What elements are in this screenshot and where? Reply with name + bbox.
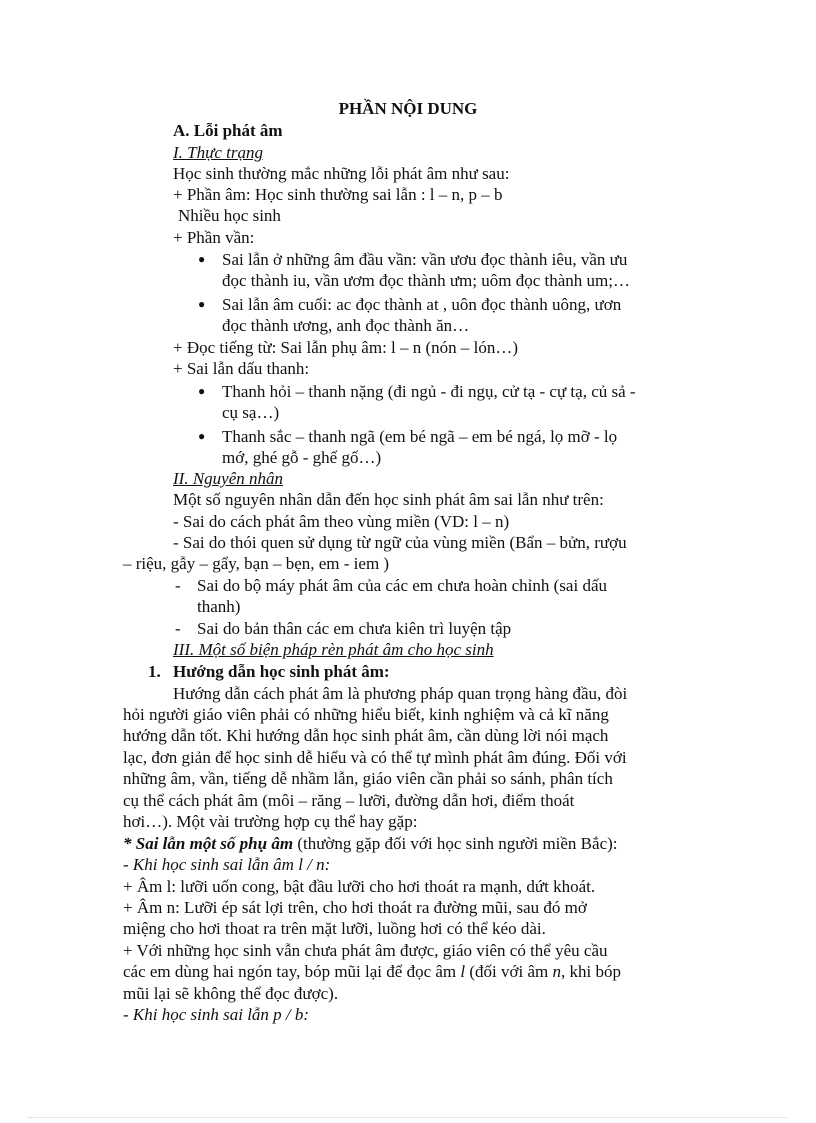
bullet-line: mớ, ghé gỗ - ghế gố…): [222, 448, 382, 467]
inline-italic: n: [552, 962, 561, 981]
paragraph-line: - Sai do thói quen sử dụng từ ngữ của vùng miền (Bẩn – bửn, rượu: [173, 533, 627, 552]
inline-italic: l: [460, 962, 466, 981]
bullet-icon: ●: [198, 252, 206, 266]
body-line: cụ thể cách phát âm (môi – răng – lưỡi, đường dẫn hơi, điểm thoát: [123, 791, 575, 810]
body-line: + Âm n: Lưỡi ép sát lợi trên, cho hơi thoát ra đường mũi, sau đó mở: [123, 898, 587, 917]
dash-line: thanh): [197, 597, 241, 616]
bullet-icon: ●: [198, 384, 206, 398]
inline-text: (thường gặp đối với học sinh người miền Bắc):: [293, 834, 618, 853]
dash-marker: -: [175, 619, 181, 638]
page-bottom-divider: [28, 1117, 788, 1118]
inline-text: (đối với âm: [465, 962, 553, 981]
body-line: hướng dẫn tốt. Khi hướng dẫn học sinh phát âm, cần dùng lời nói mạch: [123, 726, 609, 745]
body-line: [123, 833, 618, 854]
body-line: + Với những học sinh vẫn chưa phát âm được, giáo viên có thể yêu cầu: [123, 941, 608, 960]
dash-line: Sai do bản thân các em chưa kiên trì luyện tập: [197, 619, 512, 638]
bullet-line: Thanh hỏi – thanh nặng (đi ngủ - đi ngụ, cử tạ - cự tạ, củ sả -: [222, 382, 636, 401]
paragraph-line: + Phần âm: Học sinh thường sai lẫn : l – n, p – b: [173, 185, 503, 204]
body-line: hỏi người giáo viên phải có những hiểu biết, kinh nghiệm và cả kĩ năng: [123, 705, 609, 724]
bullet-line: đọc thành iu, vần ươm đọc thành ưm; uôm đọc thành um;…: [222, 271, 630, 290]
body-line: miệng cho hơi thoat ra trên mặt lưỡi, luồng hơi có thể kéo dài.: [123, 919, 546, 938]
case-heading: - Khi học sinh sai lẫn âm l / n:: [123, 855, 331, 874]
body-line: những âm, vần, tiếng dễ nhầm lẫn, giáo viên cần phải so sánh, phân tích: [123, 769, 613, 788]
bullet-line: cụ sạ…): [222, 403, 280, 422]
case-heading: - Khi học sinh sai lẫn p / b:: [123, 1005, 310, 1024]
page-title: PHẦN NỘI DUNG: [338, 99, 478, 118]
paragraph-line: + Đọc tiếng từ: Sai lẫn phụ âm: l – n (nón – lón…): [173, 338, 519, 357]
bullet-line: Sai lẫn ở những âm đầu vần: vần ươu đọc thành iêu, vần ưu: [222, 250, 628, 269]
paragraph-line: + Phần vần:: [173, 228, 255, 247]
body-line: hơi…). Một vài trường hợp cụ thể hay gặp:: [123, 812, 418, 831]
bullet-line: Sai lẫn âm cuối: ac đọc thành at , uôn đọc thành uông, ươn: [222, 295, 622, 314]
subheading-bien-phap: III. Một số biện pháp rèn phát âm cho học sinh: [173, 640, 494, 659]
body-line: Hướng dẫn cách phát âm là phương pháp quan trọng hàng đầu, đòi: [173, 684, 628, 703]
inline-text: , khi bóp: [561, 962, 621, 981]
paragraph-line: + Sai lẫn dấu thanh:: [173, 359, 310, 378]
bullet-line: Thanh sắc – thanh ngã (em bé ngã – em bé ngá, lọ mỡ - lọ: [222, 427, 618, 446]
subheading-thuc-trang: I. Thực trạng: [173, 143, 264, 162]
bold-italic-label: * Sai lẫn một số phụ âm: [123, 834, 294, 853]
body-line: [123, 961, 621, 982]
paragraph-line: - Sai do cách phát âm theo vùng miền (VD: l – n): [173, 512, 510, 531]
section-a-heading: A. Lỗi phát âm: [173, 121, 283, 140]
dash-marker: -: [175, 576, 181, 595]
bullet-line: đọc thành ương, anh đọc thành ăn…: [222, 316, 470, 335]
body-line: mũi lại sẽ không thể đọc được).: [123, 984, 339, 1003]
bullet-icon: ●: [198, 429, 206, 443]
bullet-icon: ●: [198, 297, 206, 311]
body-line: lạc, đơn giản để học sinh dễ hiểu và có thể tự mình phát âm đúng. Đối với: [123, 748, 627, 767]
inline-text: các em dùng hai ngón tay, bóp mũi lại để đọc âm: [123, 962, 461, 981]
dash-line: Sai do bộ máy phát âm của các em chưa hoàn chỉnh (sai dấu: [197, 576, 607, 595]
paragraph-line: Học sinh thường mắc những lỗi phát âm như sau:: [173, 164, 510, 183]
body-line: + Âm l: lưỡi uốn cong, bật đầu lưỡi cho hơi thoát ra mạnh, dứt khoát.: [123, 877, 596, 896]
heading-number: 1.: [148, 662, 161, 681]
paragraph-line: Nhiều học sinh: [178, 206, 281, 225]
heading-huong-dan: Hướng dẫn học sinh phát âm:: [173, 662, 390, 681]
paragraph-line: Một số nguyên nhân dẫn đến học sinh phát âm sai lẫn như trên:: [173, 490, 604, 509]
subheading-nguyen-nhan: II. Nguyên nhân: [173, 469, 284, 488]
paragraph-line: – riệu, gẫy – gẩy, bạn – bẹn, em - iem ): [123, 554, 390, 573]
